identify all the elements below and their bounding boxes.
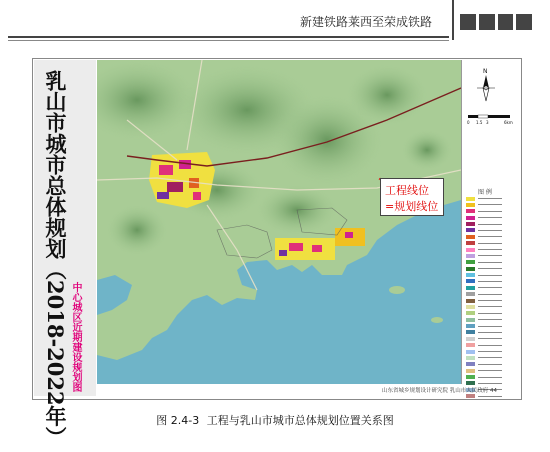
legend-item bbox=[466, 324, 518, 329]
legend-swatch bbox=[466, 292, 475, 296]
header-title: 新建铁路莱西至荣成铁路 bbox=[300, 15, 433, 29]
legend-label bbox=[478, 224, 502, 225]
scale-label-0: 0 bbox=[467, 120, 470, 125]
legend-label bbox=[478, 211, 502, 212]
legend-swatch bbox=[466, 228, 475, 232]
legend-item bbox=[466, 273, 518, 278]
legend-item bbox=[466, 292, 518, 297]
legend-label bbox=[478, 364, 502, 365]
legend-swatch bbox=[466, 241, 475, 245]
legend-item bbox=[466, 279, 518, 284]
legend-label bbox=[478, 313, 502, 314]
legend-label bbox=[478, 306, 502, 307]
legend-swatch bbox=[466, 305, 475, 309]
legend-swatch bbox=[466, 235, 475, 239]
legend-swatch bbox=[466, 318, 475, 322]
legend-swatch bbox=[466, 356, 475, 360]
legend-swatch bbox=[466, 267, 475, 271]
route-callout bbox=[380, 178, 444, 216]
legend-swatch bbox=[466, 381, 475, 385]
legend-item bbox=[466, 304, 518, 309]
figure-caption bbox=[0, 412, 550, 428]
legend-label bbox=[478, 230, 502, 231]
scale-label-2: 3 bbox=[486, 120, 489, 125]
scale-label-1: 1.5 bbox=[476, 120, 483, 125]
legend-label bbox=[478, 383, 502, 384]
legend-swatch bbox=[466, 260, 475, 264]
legend-item bbox=[466, 215, 518, 220]
legend-item bbox=[466, 266, 518, 271]
legend-item bbox=[466, 253, 518, 258]
legend-item bbox=[466, 330, 518, 335]
plan-subtitle: 中心城区近期建设规划图 bbox=[70, 282, 81, 392]
scale-bar bbox=[466, 114, 516, 126]
legend-item bbox=[466, 317, 518, 322]
legend-swatch bbox=[466, 248, 475, 252]
legend-label bbox=[478, 255, 502, 256]
island bbox=[431, 317, 443, 323]
legend-swatch bbox=[466, 343, 475, 347]
legend-swatch bbox=[466, 369, 475, 373]
island bbox=[389, 286, 405, 294]
legend-label bbox=[478, 281, 502, 282]
legend-swatch bbox=[466, 375, 475, 379]
legend-label bbox=[478, 236, 502, 237]
legend-item bbox=[466, 368, 518, 373]
legend-item bbox=[466, 202, 518, 207]
legend-item bbox=[466, 355, 518, 360]
legend-label bbox=[478, 287, 502, 288]
callout-line-1: 工程线位 bbox=[385, 184, 429, 197]
legend-swatch bbox=[466, 197, 475, 201]
legend-item bbox=[466, 311, 518, 316]
credit-text: 山东省城乡规划设计研究院 乳山市人民政府 bbox=[382, 388, 489, 394]
legend-swatch bbox=[466, 209, 475, 213]
legend-item bbox=[466, 260, 518, 265]
legend-swatch bbox=[466, 286, 475, 290]
legend-label bbox=[478, 300, 502, 301]
legend-swatch bbox=[466, 350, 475, 354]
map-legend bbox=[461, 60, 519, 384]
legend-label bbox=[478, 351, 502, 352]
scale-label-3: 6km bbox=[504, 120, 513, 125]
legend-label bbox=[478, 294, 502, 295]
legend-item bbox=[466, 298, 518, 303]
legend-swatch bbox=[466, 330, 475, 334]
legend-label bbox=[478, 332, 502, 333]
legend-item bbox=[466, 336, 518, 341]
legend-item bbox=[466, 343, 518, 348]
north-label: N bbox=[483, 68, 488, 75]
legend-label bbox=[478, 326, 502, 327]
legend-swatch bbox=[466, 362, 475, 366]
legend-label bbox=[478, 319, 502, 320]
legend-item bbox=[466, 375, 518, 380]
legend-swatch bbox=[466, 216, 475, 220]
legend-item bbox=[466, 241, 518, 246]
north-arrow-icon bbox=[472, 66, 500, 106]
legend-swatch bbox=[466, 311, 475, 315]
legend-label bbox=[478, 345, 502, 346]
legend-label bbox=[478, 268, 502, 269]
header-rule bbox=[8, 36, 449, 38]
legend-item bbox=[466, 209, 518, 214]
legend-item bbox=[466, 228, 518, 233]
legend-label bbox=[478, 198, 502, 199]
legend-swatch bbox=[466, 203, 475, 207]
legend-label bbox=[478, 370, 502, 371]
map-image bbox=[97, 60, 461, 384]
legend-label bbox=[478, 396, 502, 397]
legend-swatch bbox=[466, 273, 475, 277]
legend-label bbox=[478, 217, 502, 218]
legend-swatch bbox=[466, 254, 475, 258]
map-credit bbox=[382, 386, 497, 394]
legend-label bbox=[478, 249, 502, 250]
legend-label bbox=[478, 377, 502, 378]
legend-swatch bbox=[466, 279, 475, 283]
header-decoration bbox=[460, 14, 532, 32]
legend-item bbox=[466, 362, 518, 367]
header-divider bbox=[452, 0, 454, 40]
legend-swatch bbox=[466, 324, 475, 328]
legend-swatch bbox=[466, 299, 475, 303]
legend-label bbox=[478, 338, 502, 339]
plan-title: 乳山市城市总体规划（2018-2022年） bbox=[43, 70, 68, 448]
figure-number: 图 2.4-3 bbox=[156, 414, 200, 427]
legend-label bbox=[478, 243, 502, 244]
callout-line-2: =规划线位 bbox=[385, 200, 439, 213]
legend-list bbox=[466, 196, 518, 400]
legend-label bbox=[478, 262, 502, 263]
legend-label bbox=[478, 275, 502, 276]
header-rule-thin bbox=[8, 40, 449, 41]
legend-label bbox=[478, 204, 502, 205]
legend-item bbox=[466, 247, 518, 252]
page-number: 44 bbox=[490, 388, 497, 394]
legend-item bbox=[466, 222, 518, 227]
legend-swatch bbox=[466, 337, 475, 341]
figure-caption-text: 工程与乳山市城市总体规划位置关系图 bbox=[206, 414, 394, 427]
legend-label bbox=[478, 357, 502, 358]
legend-swatch bbox=[466, 394, 475, 398]
legend-item bbox=[466, 394, 518, 399]
legend-swatch bbox=[466, 222, 475, 226]
legend-item bbox=[466, 234, 518, 239]
legend-item bbox=[466, 196, 518, 201]
legend-item bbox=[466, 285, 518, 290]
legend-item bbox=[466, 349, 518, 354]
legend-title: 图 例 bbox=[478, 189, 492, 196]
